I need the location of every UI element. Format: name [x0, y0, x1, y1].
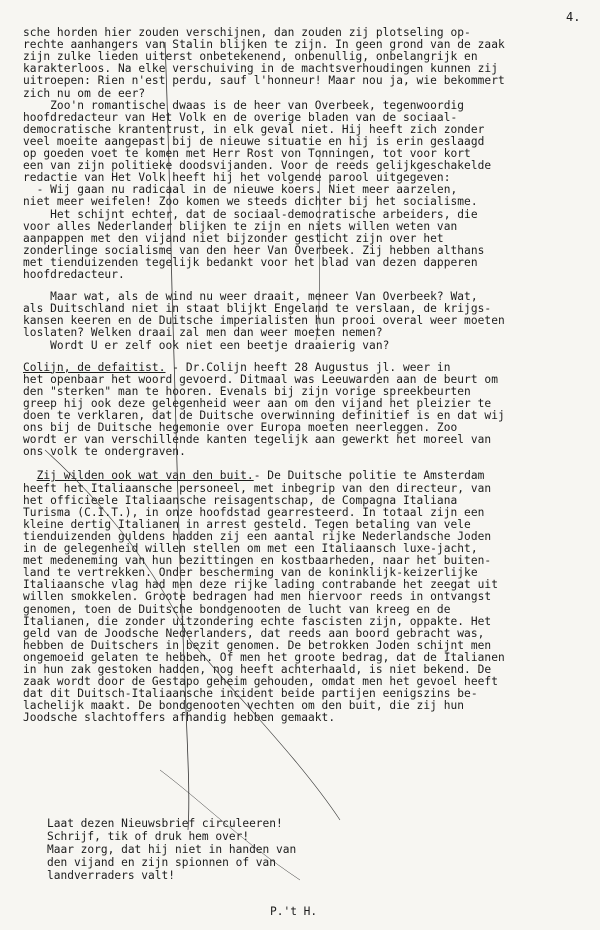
text-line: hebben de Duitschers in bezit genomen. De betrokken Joden schijnt men — [23, 638, 492, 652]
text-line: voor alles Nederlander blijken te zijn en niets willen weten van — [23, 219, 458, 233]
text-line: Italianen, die zonder uitzondering echte fascisten zijn, oppakte. Het — [23, 614, 492, 628]
text-line: doen te verklaren, dat de Duitsche overwinning definitief is en dat wij — [23, 409, 505, 422]
text-line: ongemoeid gelaten te hebben. Of men het groote bedrag, dat de Italianen — [23, 650, 505, 664]
text-line: Joodsche slachtoffers afhandig hebben gemaakt. — [23, 711, 336, 725]
closing-line: Schrijf, tik of druk hem over! — [47, 830, 250, 843]
text-line: niet meer weifelen! Zoo komen we steeds dichter bij het socialisme. — [23, 195, 478, 209]
text-line: uitroepen: Rien n'est perdu, sauf l'honneur! Maar nou ja, wie bekommert — [23, 74, 505, 88]
text-line: genomen, toen de Duitsche bondgenooten de lucht van kreeg en de — [23, 602, 451, 616]
text-line: heeft het Italiaansche personeel, met inbegrip van den directeur, van — [23, 481, 492, 495]
text-line: kleine dertig Italianen in arrest gesteld. Tegen betaling van vele — [23, 517, 471, 531]
text-line: Zoo'n romantische dwaas is de heer van Overbeek, tegenwoordig — [23, 98, 465, 112]
text-line: in hun zak gestoken hadden, nog heeft achterhaald, is niet bekend. De — [23, 663, 492, 676]
page-number: 4. — [566, 10, 581, 24]
text-line: met medeneming van hun bezittingen en kostbaarheden, naar het buiten- — [23, 554, 492, 568]
closing-line: den vijand en zijn spionnen of van — [47, 856, 277, 869]
text-line: zijn zulke lieden uiterst onbetekenend, onbenullig, onbelangrijk en — [23, 50, 478, 64]
text-line: tienduizenden guldens hadden zij een aantal rijke Nederlandsche Joden — [23, 529, 492, 543]
text-line: land te vertrekken. Onder bescherming van de koninklijk-keizerlijke — [23, 566, 478, 580]
section-heading: Colijn, de defaitist. — [23, 360, 166, 374]
text-line: ons bij de Duitsche hegemonie over Europa moeten neerleggen. Zoo — [23, 421, 458, 435]
text-line: Zij wilden ook wat van den buit.- De Duitsche politie te Amsterdam — [36, 469, 485, 483]
text-line: Maar wat, als de wind nu weer draait, meneer Van Overbeek? Wat, — [23, 290, 478, 304]
text-line: greep hij ook deze gelegenheid weer aan om den vijand het pleizier te — [23, 396, 492, 410]
closing-line: Laat dezen Nieuwsbrief circuleeren! — [47, 817, 283, 830]
closing-line: Maar zorg, dat hij niet in handen van — [47, 843, 297, 856]
text-line: veel moeite aangepast bij de nieuwe situatie en hij is erin geslaagd — [23, 134, 485, 148]
text-line: zich nu om de eer? — [23, 86, 146, 100]
text-line: het officieele Italiaansche reisagentschap, de Compagna Italiana — [23, 493, 458, 507]
text-line: Colijn, de defaitist. - Dr.Colijn heeft 28 Augustus jl. weer in — [23, 360, 451, 374]
text-line: wordt er van verschillende kanten tegelijk aan gewerkt het moreel van — [23, 433, 492, 447]
text-line: lachelijk maakt. De bondgenooten vechten om den buit, die zij hun — [23, 699, 465, 713]
text-line: sche horden hier zouden verschijnen, dan zouden zij plotseling op- — [23, 26, 471, 39]
text-line: den "sterken" man te hooren. Evenals bij zijn vorige spreekbeurten — [23, 384, 471, 398]
text-line: in de gelegenheid willen stellen om met een Italiaansch luxe-jacht, — [23, 542, 478, 555]
text-line: willen smokkelen. Groote bedragen had men hiervoor reeds in ontvangst — [23, 590, 492, 604]
text-line: ons volk te ondergraven. — [23, 445, 186, 459]
text-line: kansen keeren en de Duitsche imperialisten hun prooi overal weer moeten — [23, 314, 505, 328]
text-line: - Wij gaan nu radicaal in de nieuwe koers. Niet meer aarzelen, — [23, 183, 458, 197]
section-heading: Zij wilden ook wat van den buit. — [36, 469, 254, 483]
text-line: zonderlinge socialisme van den heer Van Overbeek. Zij hebben althans — [23, 243, 485, 257]
text-line: aanpappen met den vijand niet bijzonder gesticht zijn over het — [23, 231, 444, 245]
text-line: hoofdredacteur van Het Volk en de overige bladen van de sociaal- — [23, 110, 458, 124]
text-line: met tienduizenden tegelijk bedankt voor het blad van dezen dapperen — [23, 255, 478, 269]
text-line: democratische krantentrust, in elk geval niet. Hij heeft zich zonder — [23, 122, 485, 136]
text-line: Italiaansche vlag had men deze rijke lading contrabande het zeegat uit — [23, 578, 498, 592]
text-line: Wordt U er zelf ook niet een beetje draaierig van? — [23, 338, 390, 352]
text-line: redactie van Het Volk heeft hij het volgende parool uitgegeven: — [23, 171, 451, 185]
closing-line: landverraders valt! — [47, 869, 175, 882]
signature: P.'t H. — [270, 905, 318, 918]
text-line: zaak wordt door de Gestapo geheim gehouden, omdat men het gevoel heeft — [23, 675, 498, 689]
text-line: karakterloos. Na elke verschuiving in de machtsverhoudingen kunnen zij — [23, 62, 498, 76]
text-line: Het schijnt echter, dat de sociaal-democratische arbeiders, die — [23, 207, 478, 221]
text-line: als Duitschland niet in staat blijkt Engeland te verslaan, de krijgs- — [23, 302, 492, 316]
text-line: op goeden voet te komen met Herr Rost von Tonningen, tot voor kort — [23, 147, 471, 160]
text-line: een van zijn politieke doodsvijanden. Voor de reeds gelijkgeschakelde — [23, 159, 492, 173]
text-line: hoofdredacteur. — [23, 268, 125, 281]
text-line: Turisma (C.I.T.), in onze hoofdstad gearresteerd. In totaal zijn een — [23, 505, 485, 519]
text-line: loslaten? Welken draai zal men dan weer moeten nemen? — [23, 326, 383, 340]
text-line: rechte aanhangers van Stalin blijken te zijn. In geen grond van de zaak — [23, 38, 505, 52]
text-line: het openbaar het woord gevoerd. Ditmaal was Leeuwarden aan de beurt om — [23, 372, 498, 386]
text-line: dat dit Duitsch-Italiaansche incident beide partijen eenigszins be- — [23, 687, 478, 701]
text-line: geld van de Joodsche Nederlanders, dat reeds aan boord gebracht was, — [23, 626, 485, 640]
